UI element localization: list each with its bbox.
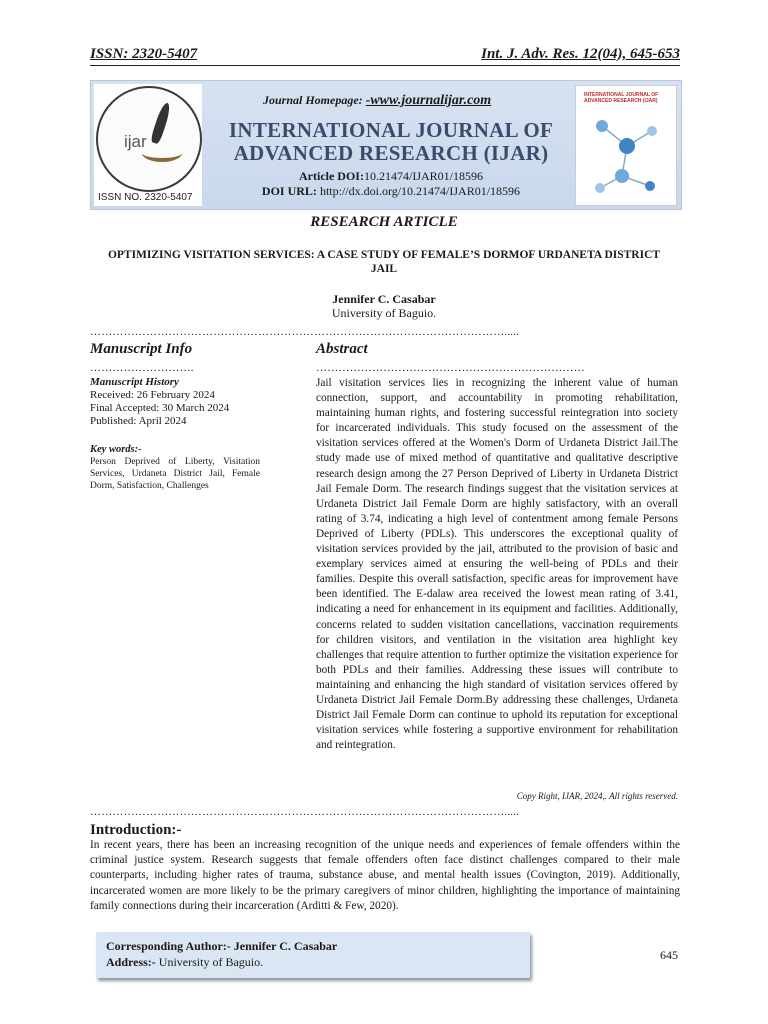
- homepage-link[interactable]: -www.journalijar.com: [365, 93, 492, 108]
- logo-text: ijar: [124, 132, 147, 151]
- journal-homepage: [263, 93, 491, 109]
- keywords-block: [90, 444, 260, 492]
- book-icon: [142, 144, 182, 162]
- journal-banner: [90, 80, 682, 210]
- paper-title: OPTIMIZING VISITATION SERVICES: A CASE STUDY OF FEMALE’S DORMOF URDANETA DISTRICT JAIL: [107, 249, 661, 275]
- history-label: Manuscript History: [90, 376, 179, 388]
- accepted-date: Final Accepted: 30 March 2024: [90, 402, 230, 414]
- section-label: RESEARCH ARTICLE: [310, 214, 458, 230]
- divider-top: ………………………………………………………………………………………………….....: [90, 326, 520, 338]
- abstract-heading: Abstract: [316, 341, 368, 357]
- address-label: Address:-: [106, 955, 159, 969]
- journal-logo: [94, 84, 202, 206]
- doi-block: [221, 169, 561, 199]
- manuscript-info-heading: Manuscript Info: [90, 341, 193, 357]
- journal-cover-thumbnail: [575, 85, 677, 206]
- doi-url-label: DOI URL:: [261, 184, 320, 198]
- journal-title-line1: INTERNATIONAL JOURNAL OF: [228, 118, 554, 142]
- divider-left: ……………………….: [90, 362, 194, 374]
- citation-label: Int. J. Adv. Res. 12(04), 645-653: [481, 46, 680, 62]
- quill-icon: [150, 101, 172, 144]
- logo-issn: ISSN NO. 2320-5407: [98, 192, 193, 203]
- received-date: Received: 26 February 2024: [90, 389, 215, 401]
- molecule-icon: [592, 116, 662, 196]
- homepage-label: Journal Homepage:: [263, 93, 366, 107]
- published-date: Published: April 2024: [90, 415, 187, 427]
- author-affiliation: University of Baguio.: [331, 306, 437, 320]
- author-block: [0, 292, 768, 320]
- cover-title: INTERNATIONAL JOURNAL OF ADVANCED RESEARCH (IJAR): [584, 92, 659, 104]
- doi-label: Article DOI:: [299, 169, 364, 183]
- introduction-text: In recent years, there has been an increasing recognition of the unique needs and experiences of female offenders within the criminal justice system. Research suggests that female offenders often face distinct challenges compared to their male counterparts, including higher rates of trauma, substance abuse, and mental health issues (Covington, 2019). Additionally, incarcerated women are more likely to be the primary caregivers of minor children, highlighting the importance of maintaining family connections during their incarceration (Arditti & Few, 2020).: [90, 839, 680, 912]
- corr-name: Jennifer C. Casabar: [233, 939, 338, 953]
- introduction-heading: Introduction:-: [90, 822, 182, 838]
- corresponding-author-box: [96, 932, 530, 978]
- issn-label: ISSN: 2320-5407: [90, 46, 198, 62]
- running-header: [90, 46, 680, 66]
- journal-title: [221, 119, 561, 165]
- divider-right: ………………………………………………………………: [316, 362, 585, 374]
- manuscript-history: [90, 376, 270, 428]
- copyright-notice: Copy Right, IJAR, 2024,. All rights reserved.: [516, 791, 678, 801]
- page-number: 645: [660, 948, 678, 962]
- doi-url-link[interactable]: http://dx.doi.org/10.21474/IJAR01/18596: [319, 184, 521, 198]
- doi-value: 10.21474/IJAR01/18596: [363, 169, 483, 183]
- abstract-text: Jail visitation services lies in recognizing the inherent value of human connection, support, and accountability in promoting rehabilitation, maintaining human rights, and fostering successful reintegration into society for incarcerated individuals. This study focused on the assessment of the visitation services offered at the Women's Dorm of Urdaneta District Jail.The study made use of mixed method of quantitative and qualitative descriptive research design among the 27 Person Deprived of Liberty in Urdaneta District Jail Female Dorm. The research findings suggest that the visitation services at Urdaneta District Jail Female Dorm are highly satisfactory, with an overall rating of 3.74, indicating a high level of contentment among female Persons Deprived of Liberty (PDLs). This underscores the exceptional quality of visitation services provided by the jail, attributed to the provision of basic and exemplary services aimed at ensuring the well-being of PDLs and their families. Despite this overall satisfaction, specific areas for improvement have been identified. The E-dalaw area received the lowest mean rating of 3.41, indicating a need for enhancement in its equipment and facilities. Additionally, concerns related to sudden visitation cancellations, vaccination requirements for children visitors, and ventilation in the visitation area highlight key challenges that require attention to further optimize the visitation experience for both PDLs and their families. Addressing these issues will contribute to maintaining and enhancing the high standard of visitation services offered by Urdaneta District Jail Female Dorm.By addressing these challenges, Urdaneta District Jail Female Dorm can continue to uphold its reputation for exceptional visitation services while fostering a supportive environment for rehabilitation and reintegration.: [316, 377, 678, 752]
- keywords-label: Key words:-: [90, 444, 142, 455]
- author-name: Jennifer C. Casabar: [332, 292, 436, 306]
- divider-bottom: ………………………………………………………………………………………………….....: [90, 806, 520, 818]
- journal-title-line2: ADVANCED RESEARCH (IJAR): [233, 141, 549, 165]
- address-value: University of Baguio.: [158, 955, 264, 969]
- corr-label: Corresponding Author:-: [106, 939, 234, 953]
- keywords-text: Person Deprived of Liberty, Visitation Services, Urdaneta District Jail, Female Dorm, Satisfaction, Challenges: [90, 457, 260, 491]
- logo-circle: [96, 86, 202, 192]
